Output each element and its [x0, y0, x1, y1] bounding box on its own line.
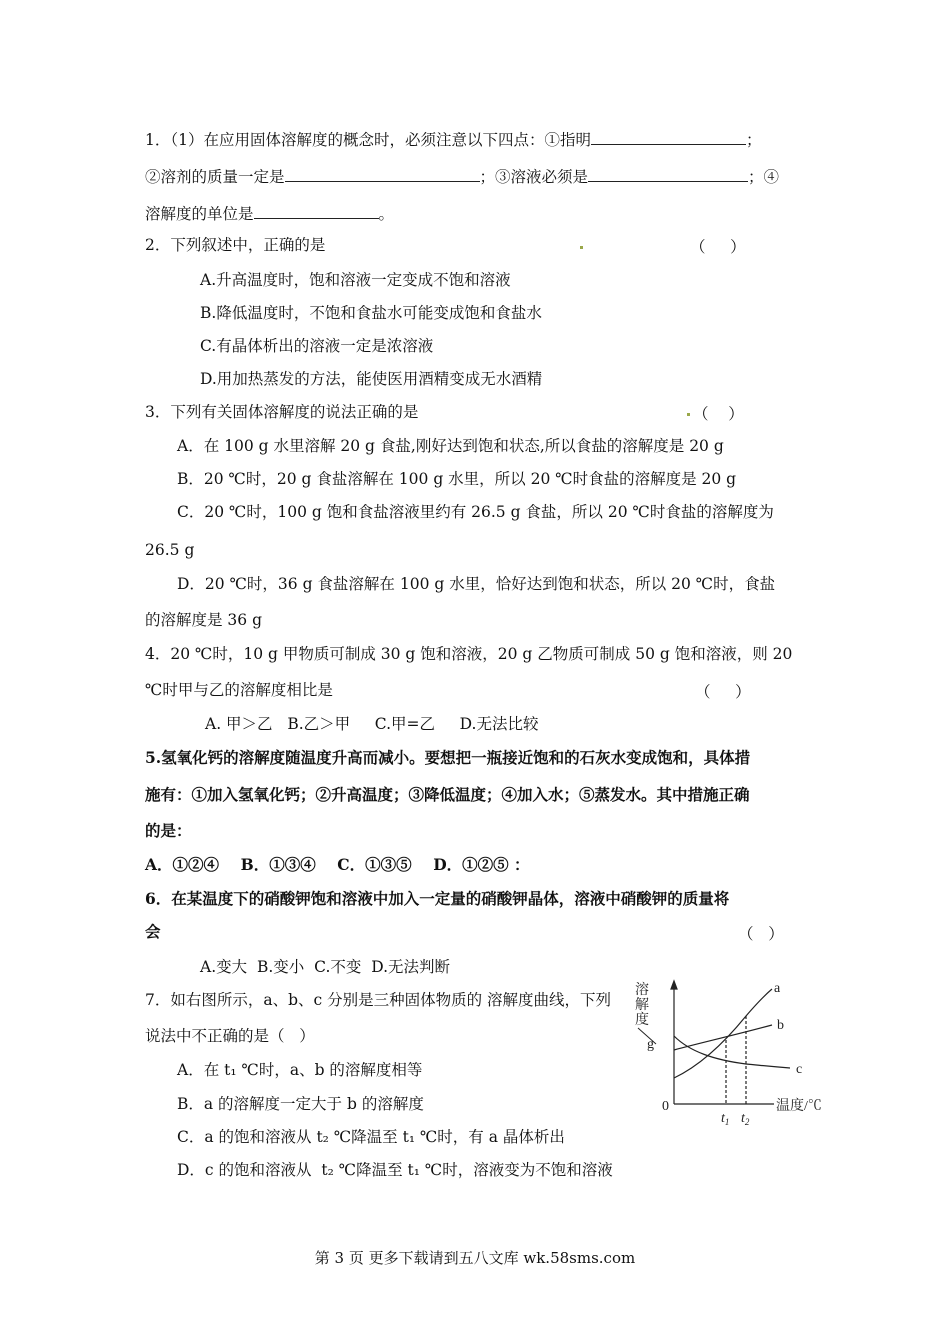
- q1-text-b3: ；④: [748, 168, 780, 186]
- q2-option-a: A.升高温度时，饱和溶液一定变成不饱和溶液: [200, 271, 511, 289]
- q2-option-d: D.用加热蒸发的方法，能使医用酒精变成无水酒精: [200, 370, 543, 388]
- curve-c: [674, 1036, 790, 1068]
- q3-option-d-line2: 的溶解度是 36 g: [145, 611, 262, 629]
- q1-blank-4[interactable]: [254, 202, 379, 219]
- q3-option-b: B．20 ℃时，20 g 食盐溶解在 100 g 水里，所以 20 ℃时食盐的溶解度是 20 g: [177, 470, 737, 488]
- q7-option-c: C．a 的饱和溶液从 t₂ ℃降温至 t₁ ℃时，有 a 晶体析出: [177, 1128, 565, 1146]
- q1-line2: [145, 165, 779, 187]
- q6-answer-paren: （ ）: [738, 925, 784, 943]
- curve-b: [674, 1025, 772, 1050]
- q1-text-b1: ②溶剂的质量一定是: [145, 168, 285, 186]
- x-axis-label: 温度/℃: [776, 1099, 822, 1114]
- q7-option-d: D．c 的饱和溶液从 t₂ ℃降温至 t₁ ℃时，溶液变为不饱和溶液: [177, 1161, 613, 1179]
- curve-c-label: c: [796, 1062, 803, 1077]
- q7-line2: 说法中不正确的是（ ）: [145, 1027, 315, 1045]
- solubility-curve-figure: [635, 978, 840, 1128]
- q1-text-c1: 溶解度的单位是: [145, 205, 254, 223]
- y-label-char-2: 解: [635, 998, 649, 1013]
- q1-text: 1．（1）在应用固体溶解度的概念时，必须注意以下四点：①指明: [145, 131, 591, 149]
- q2-stem: 2．下列叙述中，正确的是: [145, 236, 326, 254]
- q4-answer-paren: （ ）: [695, 683, 751, 701]
- q2-option-c: C.有晶体析出的溶液一定是浓溶液: [200, 337, 434, 355]
- q6-line1: 6．在某温度下的硝酸钾饱和溶液中加入一定量的硝酸钾晶体，溶液中硝酸钾的质量将: [145, 889, 730, 908]
- q4-line2: ℃时甲与乙的溶解度相比是: [145, 681, 333, 699]
- y-axis-arrow: [671, 981, 677, 989]
- q5-line1: 5.氢氧化钙的溶解度随温度升高而减小。要想把一瓶接近饱和的石灰水变成饱和，具体措: [145, 748, 751, 767]
- q3-option-a: A．在 100 g 水里溶解 20 g 食盐,刚好达到饱和状态,所以食盐的溶解度是 20 g: [177, 437, 724, 455]
- q2-option-b: B.降低温度时，不饱和食盐水可能变成饱和食盐水: [200, 304, 542, 322]
- q6-line2: 会: [145, 922, 161, 941]
- q1-blank-1[interactable]: [591, 128, 746, 145]
- y-unit: g: [647, 1037, 654, 1052]
- q1-blank-3[interactable]: [588, 165, 748, 182]
- curve-b-label: b: [777, 1018, 784, 1033]
- q1-blank-2[interactable]: [285, 165, 480, 182]
- q3-answer-paren: （ ）: [693, 405, 744, 423]
- q6-options: A.变大 B.变小 C.不变 D.无法判断: [200, 958, 451, 976]
- q5-line3: 的是：: [145, 821, 192, 840]
- q7-line1: 7．如右图所示，a、b、c 分别是三种固体物质的 溶解度曲线，下列: [145, 991, 612, 1009]
- q5-line2: 施有：①加入氢氧化钙；②升高温度；③降低温度；④加入水；⑤蒸发水。其中措施正确: [145, 785, 750, 804]
- y-label-char-1: 溶: [635, 983, 649, 998]
- q4-line1: 4．20 ℃时，10 g 甲物质可制成 30 g 饱和溶液，20 g 乙物质可制成 50 g 饱和溶液，则 20: [145, 645, 793, 663]
- q3-stem: 3．下列有关固体溶解度的说法正确的是: [145, 403, 419, 421]
- q1-text-b2: ；③溶液必须是: [479, 168, 589, 186]
- q2-answer-paren: （ ）: [690, 238, 746, 256]
- q1-text-c2: 。: [378, 205, 395, 223]
- q5-options: A．①②④ B．①③④ C．①③⑤ D．①②⑤ ：: [145, 855, 530, 874]
- t1-label: $t_1$: [721, 1111, 730, 1127]
- q1-text-end: ；: [745, 131, 762, 149]
- q7-option-a: A．在 t₁ ℃时，a、b 的溶解度相等: [177, 1061, 423, 1079]
- stray-dot: [580, 246, 583, 249]
- q3-option-d-line1: D．20 ℃时，36 g 食盐溶解在 100 g 水里，恰好达到饱和状态，所以 20 ℃时，食盐: [177, 575, 776, 593]
- stray-dot: [687, 413, 690, 416]
- y-label-char-3: 度: [635, 1013, 649, 1028]
- t2-label: $t_2$: [741, 1111, 750, 1127]
- origin-label: 0: [662, 1099, 669, 1114]
- q4-options: A. 甲＞乙 B.乙＞甲 C.甲=乙 D.无法比较: [205, 715, 539, 733]
- q7-option-b: B．a 的溶解度一定大于 b 的溶解度: [177, 1095, 424, 1113]
- curve-a-label: a: [774, 981, 781, 996]
- page-footer: 第 3 页 更多下载请到五八文库 wk.58sms.com: [314, 1249, 636, 1267]
- q1-line3: [145, 202, 394, 224]
- q1-line1: [145, 128, 762, 150]
- q3-option-c-line1: C．20 ℃时，100 g 饱和食盐溶液里约有 26.5 g 食盐，所以 20 ℃时食盐的溶解度为: [177, 503, 774, 521]
- q3-option-c-line2: 26.5 g: [145, 541, 195, 559]
